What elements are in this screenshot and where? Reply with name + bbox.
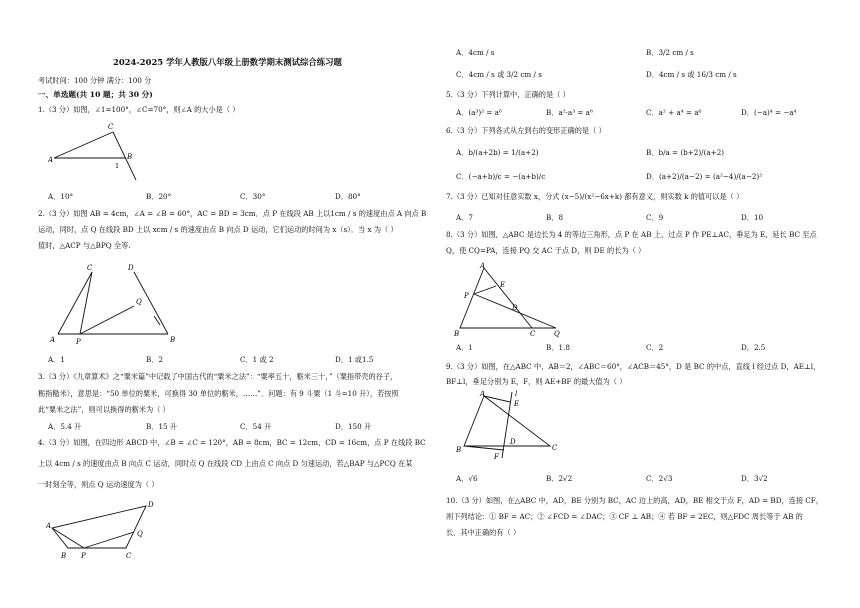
q4-option-a: A．4cm / s	[456, 48, 495, 57]
q8-label-d: D	[512, 304, 518, 312]
question-8-line-2: Q，使 CQ=PA，连接 PQ 交 AC 于点 D，则 DE 的长为（ ）	[446, 246, 646, 255]
question-3-line-2: 粝指糙米），意思是：“50 单位的粟米，可换得 30 单位的粝米，……”．问题：有 9 斗粟（1 斗=10 升），若按照	[38, 389, 399, 398]
q2-label-d: D	[128, 264, 134, 272]
q1-option-b: B．20°	[146, 192, 172, 201]
question-9-figure	[454, 388, 564, 460]
question-2-line-1: 2.（3 分）如图 AB = 4cm，∠A = ∠B = 60°，AC = BD = 3cm．点 P 在线段 AB 上以1cm / s 的速度由点 A 向点 B	[38, 209, 427, 218]
q8-label-q: Q	[554, 330, 560, 338]
left-column	[38, 0, 430, 608]
q4-label-p: P	[81, 552, 86, 560]
q2-label-c: C	[87, 264, 93, 272]
q9-label-b: B	[456, 446, 462, 454]
question-2-figure	[48, 262, 178, 348]
question-1-text: 1.（3 分）如图，∠1=100°，∠C=70°，则∠A 的大小是（ ）	[38, 105, 240, 114]
q8-option-c: C．2	[646, 343, 664, 352]
question-10-line-3: 长．其中正确的有（ ）	[446, 528, 521, 537]
question-7-text: 7.（3 分）已知对任意实数 x，分式 (x−5)/(x²−6x+k) 都有意义，则实数 k 的值可以是（ ）	[446, 192, 744, 201]
q1-option-d: D．80°	[335, 192, 361, 201]
q5-option-c: C．a² + a⁴ = a⁶	[646, 108, 702, 117]
q4-option-b: B．3/2 cm / s	[646, 48, 694, 57]
question-4-figure	[46, 498, 166, 564]
q6-option-a: A．b/(a+2b) = 1/(a+2)	[456, 148, 539, 157]
q8-label-a: A	[480, 262, 486, 270]
q2-option-b: B．2	[146, 355, 164, 364]
q5-option-a: A．(a³)² = a⁶	[456, 108, 502, 117]
q9-label-f: F	[494, 453, 499, 460]
q9-label-a: A	[480, 390, 486, 398]
right-column	[446, 0, 830, 608]
q1-option-a: A．10°	[48, 192, 74, 201]
question-1-figure	[48, 118, 148, 184]
section-heading: 一、单选题(共 10 题；共 30 分)	[38, 90, 153, 99]
q8-option-d: D．2.5	[741, 343, 766, 352]
q9-option-d: D．3√2	[741, 474, 768, 483]
question-3-line-1: 3.（3 分）《九章算术》之“粟米篇”中记载了中国古代的“粟米之法”：“粟率五十，粝米三十，”（粟指带壳的谷子，	[38, 372, 398, 381]
q8-label-b: B	[454, 330, 460, 338]
q9-option-a: A．√6	[456, 474, 478, 483]
q1-label-b: B	[127, 153, 133, 161]
q2-option-c: C．1 或 2	[240, 355, 274, 364]
q4-label-a: A	[46, 522, 52, 530]
question-2-line-2: 运动，同时，点 Q 在线段 BD 上以 xcm / s 的速度由点 B 向点 D 运动，它们运动的时间为 x（s）．当 x 为（ ）	[38, 225, 398, 234]
q4-label-d: D	[148, 501, 154, 509]
q8-label-e: E	[500, 281, 506, 289]
question-9-line-1: 9.（3 分）如图，在△ABC 中，AB＝2，∠ABC＝60°，∠ACB＝45°，D 是 BC 的中点，直线 l 经过点 D，AE⊥l，	[446, 362, 821, 371]
q9-label-e: E	[514, 400, 520, 408]
q6-option-c: C．(−a+b)/c = −(a+b)/c	[456, 172, 546, 181]
q6-option-b: B．b/a = (b+2)/(a+2)	[646, 148, 725, 157]
q8-option-b: B．1.8	[546, 343, 570, 352]
exam-meta: 考试时间：100 分钟 满分：100 分	[38, 76, 152, 85]
q7-option-b: B．8	[546, 213, 564, 222]
q7-option-c: C．9	[646, 213, 664, 222]
q8-option-a: A．1	[456, 343, 473, 352]
question-10-line-2: 则下列结论：① BF = AC；② ∠FCD = ∠DAC；③ CF ⊥ AB；④ 若 BF = 2EC，则△FDC 周长等于 AB 的	[446, 512, 803, 521]
q4-option-c: C．4cm / s 或 3/2 cm / s	[456, 70, 542, 79]
question-3-line-3: 此“粟米之法”，则可以换得的粝米为（ ）	[38, 405, 170, 414]
q4-label-b: B	[61, 552, 67, 560]
q9-option-c: C．2√3	[646, 474, 673, 483]
q1-option-c: C．30°	[240, 192, 266, 201]
q3-option-d: D．150 升	[335, 422, 372, 431]
q8-label-p: P	[464, 292, 469, 300]
q2-label-b: B	[170, 336, 176, 344]
q7-option-d: D．10	[741, 213, 764, 222]
q2-option-a: A．1	[48, 355, 65, 364]
question-5-text: 5.（3 分）下列计算中，正确的是（ ）	[446, 90, 570, 99]
q4-option-d: D．4cm / s 或 16/3 cm / s	[646, 70, 737, 79]
q1-label-c: C	[108, 123, 114, 131]
q2-label-a: A	[50, 336, 56, 344]
q3-option-c: C．54 升	[240, 422, 272, 431]
q3-option-a: A．5.4 升	[48, 422, 82, 431]
page-title: 2024-2025 学年人教版八年级上册数学期末测试综合练习题	[113, 57, 342, 67]
question-8-figure	[452, 262, 562, 338]
q2-option-d: D．1 或1.5	[335, 355, 374, 364]
q1-label-a: A	[48, 156, 54, 164]
question-4-line-3: 一时刻全等，则点 Q 运动速度为（ ）	[38, 480, 159, 489]
q8-label-c: C	[530, 330, 536, 338]
question-10-line-1: 10.（3 分）如图，在△ABC 中，AD，BE 分别为 BC，AC 边上的高，AD，BE 相交于点 F，AD = BD，连接 CF，	[446, 496, 823, 505]
question-6-text: 6.（3 分）下列各式从左到右的变形正确的是（ ）	[446, 126, 606, 135]
q4-label-c: C	[126, 552, 132, 560]
q9-label-c: C	[552, 444, 558, 452]
q3-option-b: B．15 升	[146, 422, 178, 431]
q9-option-b: B．2√2	[546, 474, 573, 483]
question-4-line-2: 上以 4cm / s 的速度由点 B 向点 C 运动，同时点 Q 在线段 CD 上由点 C 向点 D 匀速运动，若△BAP 与△PCQ 在某	[38, 459, 413, 468]
question-2-line-3: 值时，△ACP 与△BPQ 全等.	[38, 241, 131, 250]
q4-label-q: Q	[137, 530, 143, 538]
q2-label-p: P	[76, 338, 81, 346]
question-9-line-2: BF⊥l，垂足分别为 E，F，则 AE+BF 的最大值为（ ）	[446, 377, 627, 386]
q5-option-d: D．(−a)⁴ = −a⁴	[741, 108, 797, 117]
q2-label-q: Q	[136, 298, 142, 306]
q9-label-d: D	[510, 438, 516, 446]
q6-option-d: D．(a+2)/(a−2) = (a²−4)/(a−2)²	[646, 172, 763, 181]
question-8-line-1: 8.（3 分）如图，△ABC 是边长为 4 的等边三角形，点 P 在 AB 上，过点 P 作 PE⊥AC，垂足为 E，延长 BC 至点	[446, 230, 817, 239]
q9-label-l: l	[515, 390, 518, 398]
q1-label-1: 1	[115, 162, 120, 170]
question-4-line-1: 4.（3 分）如图，在四边形 ABCD 中，∠B = ∠C = 120°，AB = 8cm，BC = 12cm，CD = 16cm，点 P 在线段 BC	[38, 438, 426, 447]
q7-option-a: A．7	[456, 213, 473, 222]
q5-option-b: B．a²·a³ = a⁶	[546, 108, 593, 117]
